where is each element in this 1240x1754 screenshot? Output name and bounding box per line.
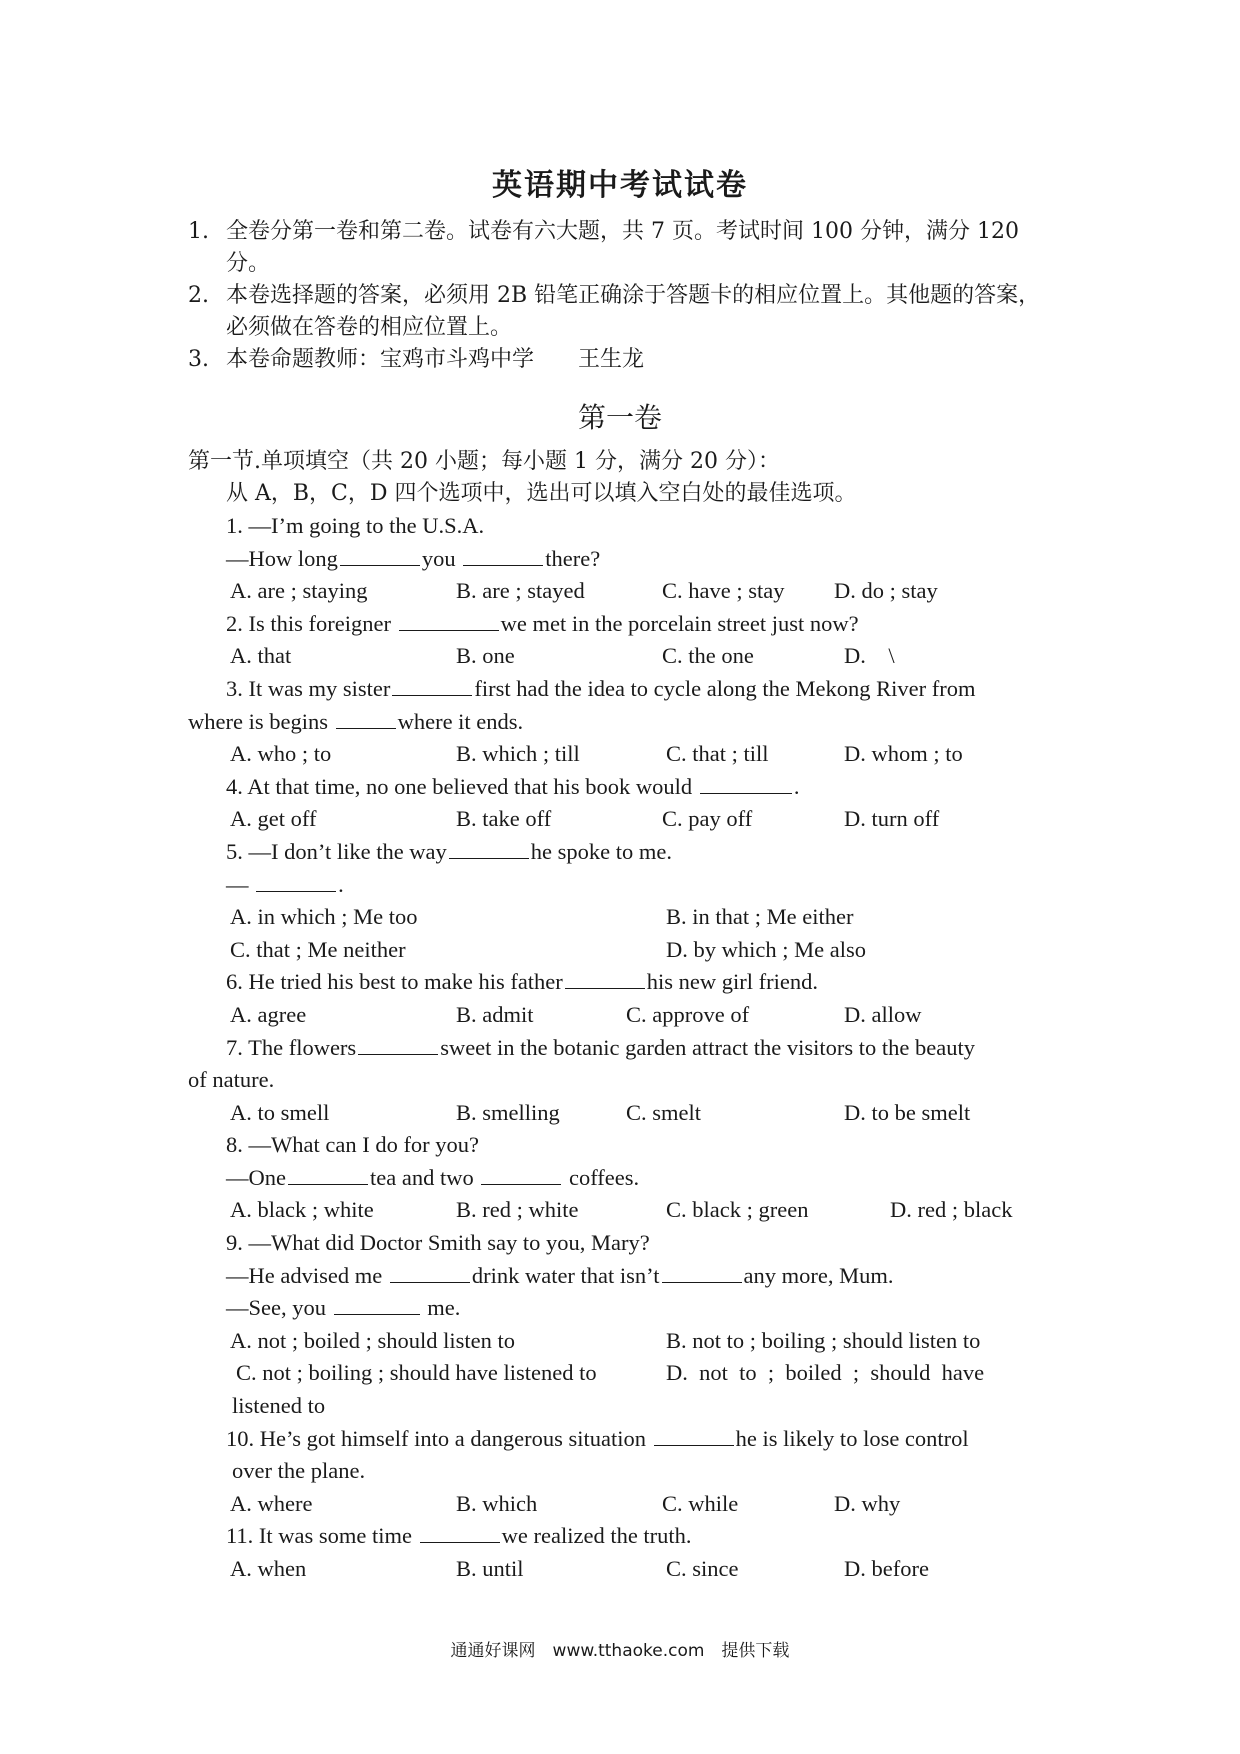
question-text: 8. —What can I do for you? bbox=[226, 1132, 480, 1158]
question-8-line bbox=[188, 1129, 1068, 1162]
exam-notes bbox=[188, 216, 1058, 376]
option-a: A. that bbox=[230, 643, 292, 669]
question-text: 7. The flowers bbox=[226, 1034, 357, 1060]
question-text: over the plane. bbox=[232, 1458, 366, 1484]
question-text: —One bbox=[226, 1164, 286, 1190]
section-header bbox=[188, 446, 1068, 510]
answer-blank bbox=[390, 1262, 470, 1283]
question-7-line bbox=[188, 1064, 1068, 1097]
question-text: 10. He’s got himself into a dangerous situation bbox=[226, 1425, 646, 1451]
question-text: —How long bbox=[226, 545, 338, 571]
question-text: he is likely to lose control bbox=[735, 1425, 969, 1451]
question-text: 11. It was some time bbox=[226, 1523, 413, 1549]
volume-heading: 第一卷 bbox=[577, 401, 662, 434]
option-b: B. are ; stayed bbox=[456, 578, 585, 604]
question-3-line bbox=[188, 673, 1068, 706]
question-text: where it ends. bbox=[397, 708, 524, 734]
note-text: 本卷选择题的答案，必须用 2B 铅笔正确涂于答题卡的相应位置上。其他题的答案，必须做在答卷的相应位置上。 bbox=[226, 283, 1041, 340]
option-d: D. \ bbox=[844, 643, 895, 669]
question-text: sweet in the botanic garden attract the visitors to the beauty bbox=[440, 1034, 976, 1060]
answer-blank bbox=[700, 773, 792, 794]
option-a: A. to smell bbox=[230, 1099, 330, 1125]
option-a: A. in which ; Me too bbox=[230, 904, 418, 930]
answer-blank bbox=[340, 545, 420, 566]
answer-blank bbox=[449, 838, 529, 859]
question-4-options bbox=[188, 803, 1068, 836]
option-b: B. red ; white bbox=[456, 1197, 579, 1223]
option-d: D. why bbox=[834, 1490, 901, 1516]
question-3-line bbox=[188, 706, 1068, 739]
option-c: C. smelt bbox=[626, 1099, 702, 1125]
note-item bbox=[188, 216, 1058, 280]
option-d: D. before bbox=[844, 1556, 929, 1581]
question-text: his new girl friend. bbox=[646, 969, 819, 995]
question-8-line bbox=[188, 1162, 1068, 1195]
question-text: he spoke to me. bbox=[530, 838, 673, 864]
question-text: tea and two bbox=[370, 1164, 474, 1190]
option-d: D. not to ; boiled ; should have bbox=[666, 1360, 985, 1386]
question-text: you bbox=[421, 545, 456, 571]
note-number: 3. bbox=[188, 347, 209, 372]
answer-blank bbox=[399, 610, 499, 631]
option-d: D. whom ; to bbox=[844, 741, 963, 767]
question-text: —He advised me bbox=[226, 1262, 383, 1288]
option-d: D. red ; black bbox=[890, 1197, 1013, 1223]
question-10-line bbox=[188, 1455, 1068, 1488]
question-1-options bbox=[188, 575, 1068, 608]
answer-blank bbox=[420, 1522, 500, 1543]
question-text: of nature. bbox=[188, 1067, 275, 1093]
option-a: A. when bbox=[230, 1556, 307, 1581]
question-text: we realized the truth. bbox=[501, 1523, 692, 1549]
question-text: 9. —What did Doctor Smith say to you, Mary? bbox=[226, 1230, 650, 1256]
question-text: coffees. bbox=[568, 1164, 640, 1190]
answer-blank bbox=[256, 871, 336, 892]
page-title: 英语期中考试试卷 bbox=[492, 168, 748, 203]
option-c: C. pay off bbox=[662, 806, 753, 832]
answer-blank bbox=[288, 1164, 368, 1185]
question-3-options bbox=[188, 738, 1068, 771]
question-text: where is begins bbox=[188, 708, 328, 734]
question-9-options bbox=[188, 1325, 1068, 1358]
question-text: 5. —I don’t like the way bbox=[226, 838, 447, 864]
question-text: 1. —I’m going to the U.S.A. bbox=[226, 513, 485, 538]
option-b: B. which bbox=[456, 1490, 538, 1516]
question-9-line bbox=[188, 1260, 1068, 1293]
option-d: D. to be smelt bbox=[844, 1099, 971, 1125]
option-c: C. approve of bbox=[626, 1001, 750, 1027]
question-7-line bbox=[188, 1032, 1068, 1065]
option-c: C. while bbox=[662, 1490, 739, 1516]
option-a: A. agree bbox=[230, 1001, 307, 1027]
option-d: D. turn off bbox=[844, 806, 940, 832]
option-c: C. since bbox=[666, 1556, 739, 1581]
option-c: C. have ; stay bbox=[662, 578, 785, 604]
note-item bbox=[188, 344, 1058, 376]
question-9-line bbox=[188, 1227, 1068, 1260]
question-text: there? bbox=[545, 545, 601, 571]
question-8-options bbox=[188, 1194, 1068, 1227]
question-text: . bbox=[793, 773, 800, 799]
option-b: B. not to ; boiling ; should listen to bbox=[666, 1327, 981, 1353]
option-b: B. until bbox=[456, 1556, 524, 1581]
option-b: B. admit bbox=[456, 1001, 534, 1027]
question-5-line bbox=[188, 836, 1068, 869]
answer-blank bbox=[654, 1425, 734, 1446]
question-1-line bbox=[188, 510, 1068, 543]
question-text: —See, you bbox=[226, 1295, 326, 1321]
answer-blank bbox=[336, 708, 396, 729]
answer-blank bbox=[463, 545, 543, 566]
question-11-line bbox=[188, 1520, 1068, 1553]
question-text: 2. Is this foreigner bbox=[226, 610, 391, 636]
answer-blank bbox=[481, 1164, 561, 1185]
question-6-line bbox=[188, 966, 1068, 999]
question-text: 4. At that time, no one believed that his book would bbox=[226, 773, 693, 799]
question-text: 3. It was my sister bbox=[226, 675, 391, 701]
question-9-options bbox=[188, 1357, 1068, 1390]
question-text: 6. He tried his best to make his father bbox=[226, 969, 563, 995]
option-b: B. one bbox=[456, 643, 515, 669]
answer-blank bbox=[565, 968, 645, 989]
question-1-line bbox=[188, 543, 1068, 576]
question-10-line bbox=[188, 1423, 1068, 1456]
option-a: A. where bbox=[230, 1490, 313, 1516]
question-5-line bbox=[188, 869, 1068, 902]
note-text: 全卷分第一卷和第二卷。试卷有六大题，共 7 页。考试时间 100 分钟，满分 120 分。 bbox=[226, 219, 1019, 276]
option-c: C. that ; till bbox=[666, 741, 769, 767]
option-a: A. get off bbox=[230, 806, 317, 832]
question-text: any more, Mum. bbox=[743, 1262, 894, 1288]
option-d: D. do ; stay bbox=[834, 578, 938, 604]
option-b: B. smelling bbox=[456, 1099, 560, 1125]
option-a: A. black ; white bbox=[230, 1197, 374, 1223]
question-list bbox=[188, 510, 1068, 1586]
question-text: we met in the porcelain street just now? bbox=[500, 610, 859, 636]
question-4-line bbox=[188, 771, 1068, 804]
option-b: B. which ; till bbox=[456, 741, 580, 767]
question-6-options bbox=[188, 999, 1068, 1032]
option-a: A. who ; to bbox=[230, 741, 332, 767]
page-footer: 通通好课网 www.tthaoke.com 提供下载 bbox=[450, 1641, 790, 1661]
question-11-options bbox=[188, 1553, 1068, 1586]
question-9-line bbox=[188, 1390, 1068, 1423]
question-text: me. bbox=[427, 1295, 461, 1321]
option-b: B. take off bbox=[456, 806, 552, 832]
note-number: 2. bbox=[188, 283, 209, 308]
answer-blank bbox=[662, 1262, 742, 1283]
question-text: . bbox=[338, 871, 344, 897]
option-c: C. the one bbox=[662, 643, 754, 669]
note-text: 本卷命题教师：宝鸡市斗鸡中学 王生龙 bbox=[226, 347, 645, 372]
option-d-continued: listened to bbox=[232, 1393, 326, 1419]
option-a: A. are ; staying bbox=[230, 578, 368, 604]
option-c: C. that ; Me neither bbox=[230, 936, 406, 962]
question-5-options bbox=[188, 901, 1068, 934]
question-9-line bbox=[188, 1292, 1068, 1325]
question-10-options bbox=[188, 1488, 1068, 1521]
answer-blank bbox=[392, 675, 472, 696]
question-text: first had the idea to cycle along the Mekong River from bbox=[474, 675, 976, 701]
option-b: B. in that ; Me either bbox=[666, 904, 854, 930]
question-5-options bbox=[188, 934, 1068, 967]
note-number: 1. bbox=[188, 219, 209, 244]
question-7-options bbox=[188, 1097, 1068, 1130]
question-2-options bbox=[188, 640, 1068, 673]
answer-blank bbox=[358, 1034, 438, 1055]
option-d: D. by which ; Me also bbox=[666, 936, 866, 962]
option-a: A. not ; boiled ; should listen to bbox=[230, 1327, 515, 1353]
note-item bbox=[188, 280, 1058, 344]
question-text: drink water that isn’t bbox=[471, 1262, 660, 1288]
answer-blank bbox=[334, 1294, 420, 1315]
option-c: C. not ; boiling ; should have listened to bbox=[236, 1360, 597, 1386]
question-2-line bbox=[188, 608, 1068, 641]
option-c: C. black ; green bbox=[666, 1197, 809, 1223]
section-heading: 第一节.单项填空（共 20 小题；每小题 1 分，满分 20 分）： bbox=[188, 449, 780, 474]
option-d: D. allow bbox=[844, 1001, 922, 1027]
section-instruction: 从 A，B，C，D 四个选项中，选出可以填入空白处的最佳选项。 bbox=[226, 481, 857, 506]
question-text: — bbox=[226, 871, 249, 897]
